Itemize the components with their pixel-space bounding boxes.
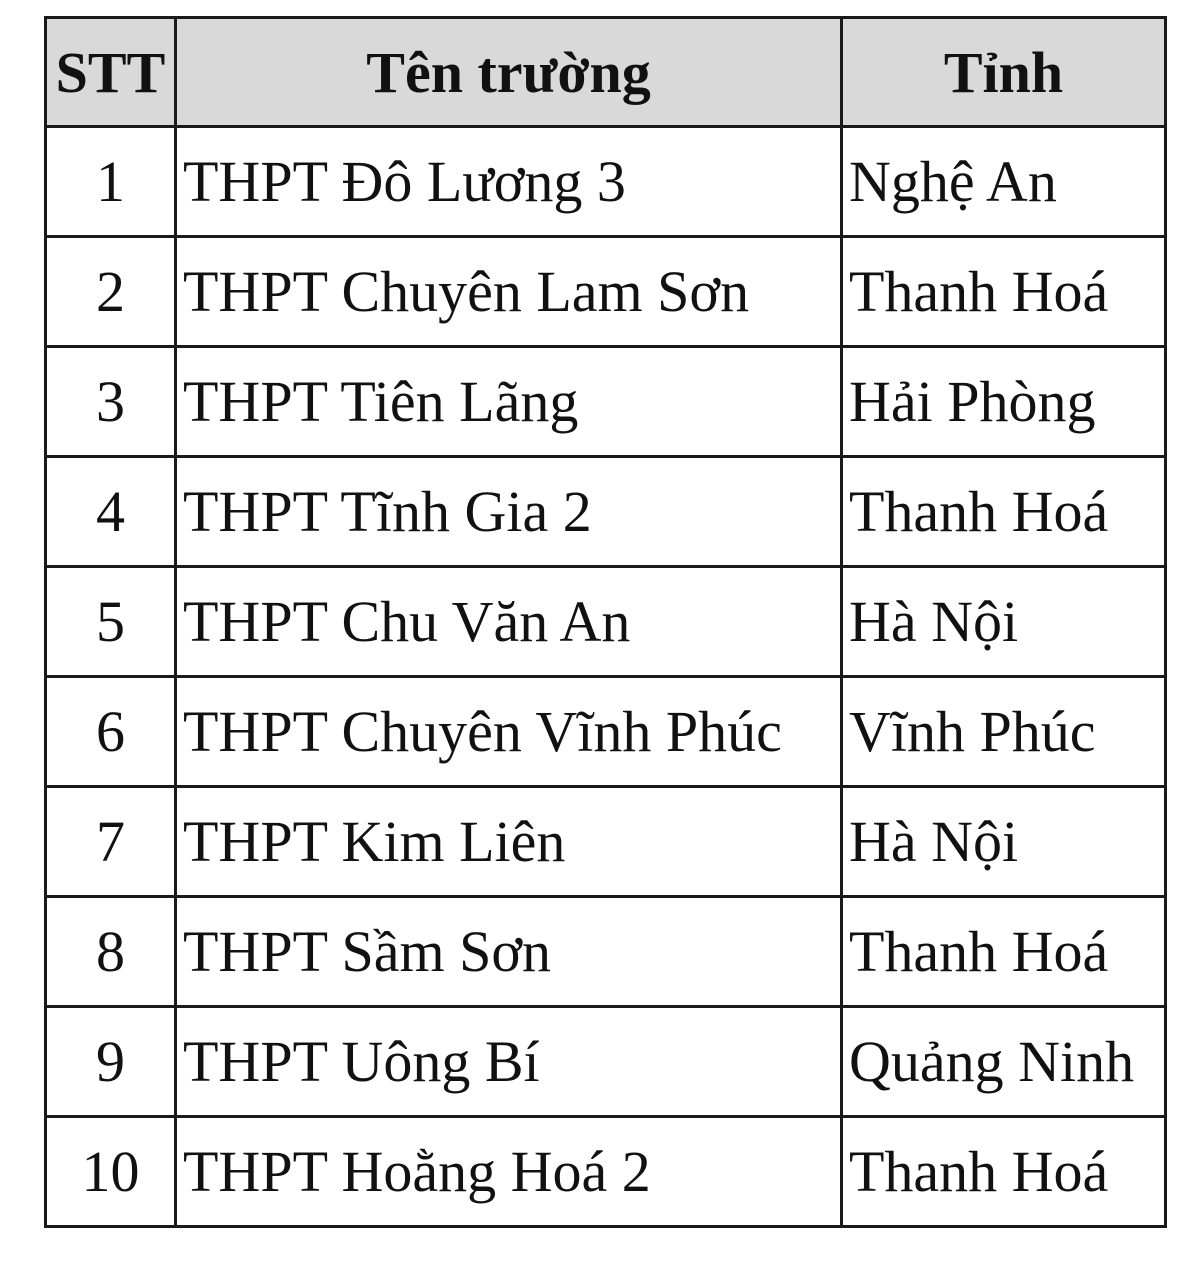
- table-row: [46, 347, 1166, 457]
- cell-province: Thanh Hoá: [842, 237, 1166, 347]
- table-row: [46, 237, 1166, 347]
- table-row: [46, 567, 1166, 677]
- cell-stt: 5: [46, 567, 176, 677]
- cell-school: THPT Tĩnh Gia 2: [176, 457, 842, 567]
- cell-province: Nghệ An: [842, 127, 1166, 237]
- cell-province: Vĩnh Phúc: [842, 677, 1166, 787]
- cell-stt: 6: [46, 677, 176, 787]
- cell-province: Hà Nội: [842, 787, 1166, 897]
- schools-table: [44, 16, 1167, 1228]
- cell-province: Thanh Hoá: [842, 1117, 1166, 1227]
- cell-school: THPT Chu Văn An: [176, 567, 842, 677]
- header-school: Tên trường: [176, 18, 842, 127]
- table-row: [46, 1117, 1166, 1227]
- cell-school: THPT Uông Bí: [176, 1007, 842, 1117]
- cell-school: THPT Chuyên Vĩnh Phúc: [176, 677, 842, 787]
- cell-school: THPT Sầm Sơn: [176, 897, 842, 1007]
- cell-stt: 4: [46, 457, 176, 567]
- cell-stt: 1: [46, 127, 176, 237]
- cell-stt: 8: [46, 897, 176, 1007]
- table-row: [46, 457, 1166, 567]
- cell-province: Hải Phòng: [842, 347, 1166, 457]
- table-row: [46, 127, 1166, 237]
- cell-province: Thanh Hoá: [842, 457, 1166, 567]
- cell-school: THPT Tiên Lãng: [176, 347, 842, 457]
- cell-stt: 3: [46, 347, 176, 457]
- cell-stt: 2: [46, 237, 176, 347]
- table-row: [46, 1007, 1166, 1117]
- header-province: Tỉnh: [842, 18, 1166, 127]
- cell-school: THPT Hoằng Hoá 2: [176, 1117, 842, 1227]
- cell-stt: 9: [46, 1007, 176, 1117]
- cell-province: Thanh Hoá: [842, 897, 1166, 1007]
- cell-province: Quảng Ninh: [842, 1007, 1166, 1117]
- cell-school: THPT Chuyên Lam Sơn: [176, 237, 842, 347]
- table-row: [46, 787, 1166, 897]
- table-row: [46, 677, 1166, 787]
- header-row: [46, 18, 1166, 127]
- table-row: [46, 897, 1166, 1007]
- cell-stt: 10: [46, 1117, 176, 1227]
- cell-school: THPT Kim Liên: [176, 787, 842, 897]
- header-stt: STT: [46, 18, 176, 127]
- cell-school: THPT Đô Lương 3: [176, 127, 842, 237]
- cell-stt: 7: [46, 787, 176, 897]
- cell-province: Hà Nội: [842, 567, 1166, 677]
